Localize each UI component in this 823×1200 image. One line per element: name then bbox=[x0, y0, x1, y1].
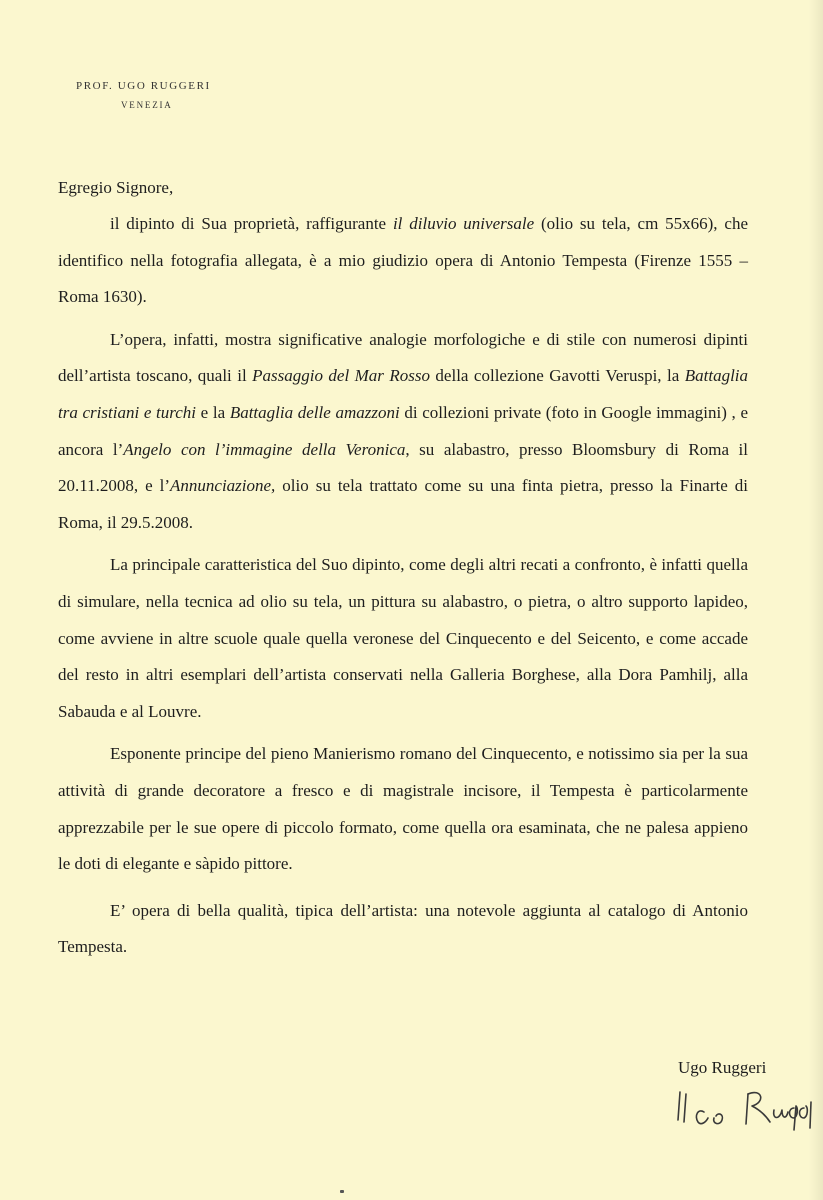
letter-body bbox=[58, 206, 748, 972]
p1-artwork-title: il diluvio universale bbox=[392, 214, 535, 233]
p2-text-b: della collezione Gavotti Veruspi, la bbox=[429, 366, 685, 386]
p2-title-4: Angelo con l’immagine della Veronica bbox=[123, 439, 406, 459]
p2-text-d: di collezioni private (foto in Google immagini) , e ancora l’ bbox=[58, 402, 749, 459]
signature-strokes bbox=[678, 1092, 811, 1130]
p2-title-3: Battaglia delle amazzoni bbox=[229, 402, 400, 422]
signature-typed-name: Ugo Ruggeri bbox=[678, 1058, 767, 1077]
p2-text-e: , su alabastro, presso Bloomsbury di Roma il 20.11.2008, e l’ bbox=[58, 439, 748, 496]
paper-speck bbox=[340, 1190, 344, 1193]
p2-title-2: Battaglia tra cristiani e turchi bbox=[58, 366, 749, 422]
p1-text-a: il dipinto di Sua proprietà, raffigurante bbox=[110, 214, 393, 233]
letterhead-city: VENEZIA bbox=[121, 100, 173, 110]
handwritten-signature bbox=[670, 1072, 820, 1142]
p2-title-5: Annunciazione, bbox=[170, 476, 276, 496]
p2-text-a: L’opera, infatti, mostra significative analogie morfologiche e di stile con numerosi dipinti dell’artista toscano, quali il bbox=[58, 329, 748, 386]
paragraph-1 bbox=[58, 206, 748, 316]
paragraph-5: E’ opera di bella qualità, tipica dell’artista: una notevole aggiunta al catalogo di Antonio Tempesta. bbox=[58, 900, 748, 957]
letterhead-name: PROF. UGO RUGGERI bbox=[76, 80, 211, 92]
paragraph-3: La principale caratteristica del Suo dipinto, come degli altri recati a confronto, è infatti quella di simulare, nella tecnica ad olio su tela, un pittura su alabastro, o pietra, o altro supporto lapideo, come avviene in altre scuole quale quella veronese del Cinquecento e del Seicento, e come accade del resto in altri esemplari dell’artista conservati nella Galleria Borghese, alla Dora Pamhilj, alla Sabauda e al Louvre. bbox=[58, 555, 748, 721]
p1-text-b: (olio su tela, cm 55x66), che identifico nella fotografia allegata, è a mio giudizio opera di Antonio Tempesta (Firenze 1555 – Roma 1630). bbox=[58, 214, 748, 307]
p2-text-c: e la bbox=[196, 402, 230, 422]
page-edge-shadow bbox=[809, 0, 823, 1200]
p2-text-f: olio su tela trattato come su una finta pietra, presso la Finarte di Roma, il 29.5.2008. bbox=[58, 476, 748, 532]
salutation: Egregio Signore, bbox=[58, 178, 174, 197]
p2-title-1: Passaggio del Mar Rosso bbox=[252, 366, 430, 386]
paragraph-4: Esponente principe del pieno Manierismo romano del Cinquecento, e notissimo sia per la sua attività di grande decoratore a fresco e di magistrale incisore, il Tempesta è particolarmente apprezzabile per le sue opere di piccolo formato, come quella ora esaminata, che ne palesa appieno le doti di elegante e sàpido pittore. bbox=[58, 744, 748, 874]
paragraph-2 bbox=[58, 322, 748, 542]
